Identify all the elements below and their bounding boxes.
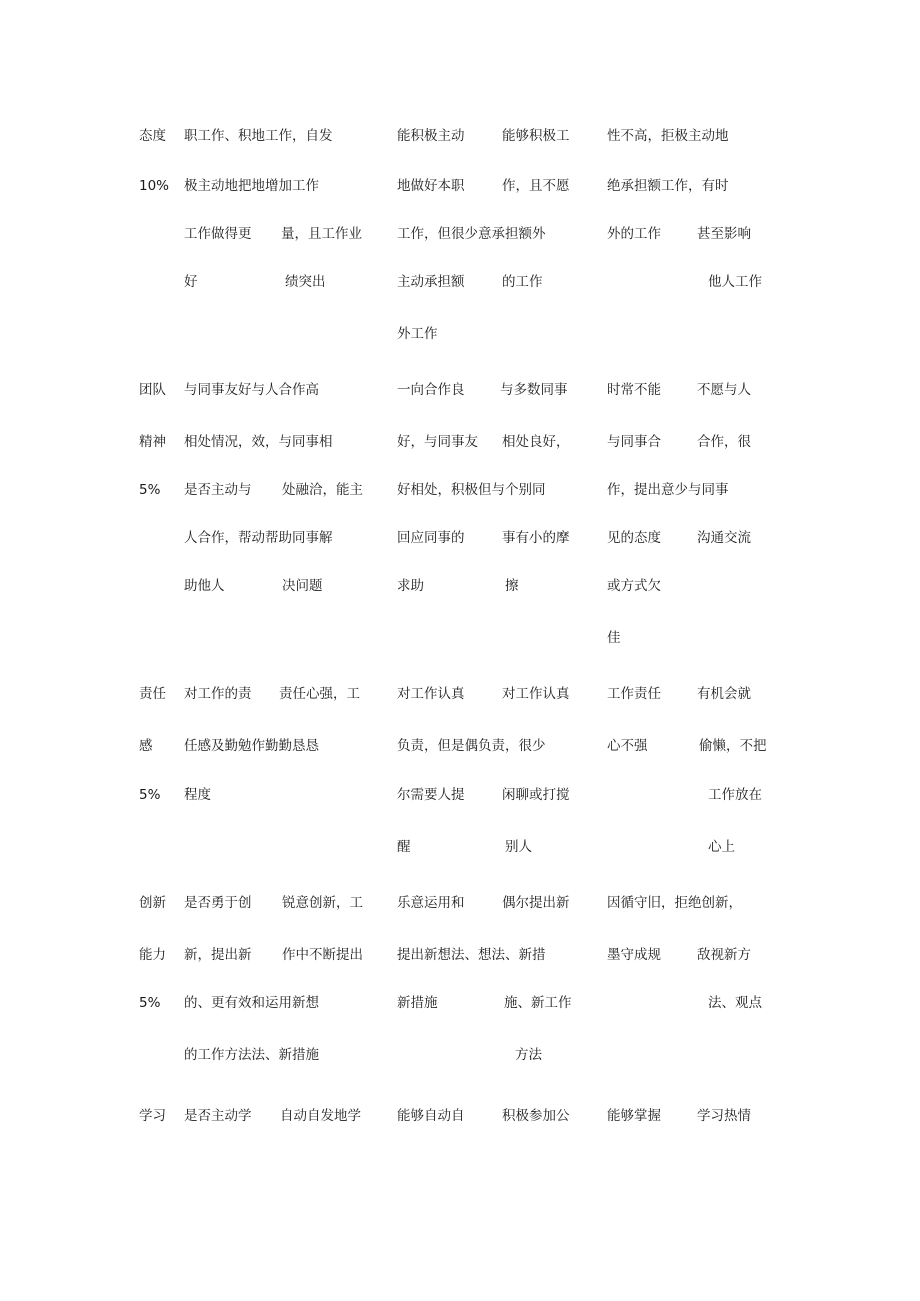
criteria-text: 事有小的摩 (502, 530, 570, 546)
criteria-text: 绝承担额工作，有时 (607, 178, 729, 194)
criteria-text: 处融洽，能主 (282, 482, 363, 498)
criteria-text: 与同事友好与人合作高 (184, 382, 319, 398)
criteria-text: 一向合作良 (397, 382, 465, 398)
criteria-text: 因循守旧，拒绝创新， (607, 895, 742, 911)
criteria-text: 或方式欠 (607, 578, 661, 594)
criteria-text: 甚至影响 (697, 226, 751, 242)
criteria-text: 施、新工作 (504, 995, 572, 1011)
criteria-text: 量，且工作业 (281, 226, 362, 242)
criteria-text: 积极参加公 (502, 1108, 570, 1124)
criteria-text: 心上 (708, 839, 735, 855)
criteria-text: 能够自动自 (397, 1108, 465, 1124)
criteria-text: 是否主动与 (184, 482, 252, 498)
criteria-text: 擦 (505, 578, 519, 594)
criteria-text: 不愿与人 (697, 382, 751, 398)
criteria-text: 醒 (397, 839, 411, 855)
criteria-text: 方法 (515, 1047, 542, 1063)
criteria-text: 的、更有效和运用新想 (184, 995, 319, 1011)
criteria-text: 极主动地把地增加工作 (184, 178, 319, 194)
criteria-text: 求助 (397, 578, 424, 594)
criteria-text: 是否勇于创 (184, 895, 252, 911)
criteria-text: 程度 (184, 787, 211, 803)
criteria-text: 别人 (505, 839, 532, 855)
criteria-text: 负责，但是偶负责，很少 (397, 738, 546, 754)
criteria-text: 外的工作 (607, 226, 661, 242)
criteria-text: 工作责任 (607, 686, 661, 702)
criteria-text: 对工作认真 (502, 686, 570, 702)
criteria-text: 好相处，积极但与个别同 (397, 482, 546, 498)
criteria-text: 偷懒，不把 (699, 738, 767, 754)
row-label: 能力 (139, 947, 166, 963)
criteria-text: 自动自发地学 (280, 1108, 361, 1124)
criteria-text: 人合作，帮动帮助同事解 (184, 530, 333, 546)
criteria-text: 助他人 (184, 578, 225, 594)
criteria-text: 地做好本职 (397, 178, 465, 194)
criteria-text: 学习热情 (697, 1108, 751, 1124)
criteria-text: 合作，很 (697, 434, 751, 450)
criteria-text: 主动承担额 (397, 274, 465, 290)
criteria-text: 锐意创新，工 (282, 895, 363, 911)
criteria-text: 决问题 (282, 578, 323, 594)
criteria-text: 提出新想法、想法、新措 (397, 947, 546, 963)
row-label: 学习 (139, 1108, 166, 1124)
row-label: 责任 (139, 686, 166, 702)
criteria-text: 工作，但很少意承担额外 (397, 226, 546, 242)
criteria-text: 相处良好， (502, 434, 570, 450)
criteria-text: 的工作 (502, 274, 543, 290)
criteria-text: 沟通交流 (697, 530, 751, 546)
criteria-text: 工作做得更 (184, 226, 252, 242)
row-weight: 5% (139, 995, 161, 1011)
criteria-text: 对工作认真 (397, 686, 465, 702)
criteria-text: 尔需要人提 (397, 787, 465, 803)
row-label: 精神 (139, 434, 166, 450)
criteria-text: 新，提出新 (184, 947, 252, 963)
criteria-text: 作，提出意少与同事 (607, 482, 729, 498)
criteria-text: 偶尔提出新 (502, 895, 570, 911)
criteria-text: 能够积极工 (502, 128, 570, 144)
criteria-text: 能积极主动 (397, 128, 465, 144)
criteria-text: 责任心强，工 (279, 686, 360, 702)
criteria-text: 作，且不愿 (502, 178, 570, 194)
criteria-text: 任感及勤勉作勤勤恳恳 (184, 738, 319, 754)
row-weight: 5% (139, 482, 161, 498)
criteria-text: 闲聊或打搅 (502, 787, 570, 803)
criteria-text: 与多数同事 (500, 382, 568, 398)
criteria-text: 外工作 (397, 326, 438, 342)
criteria-text: 墨守成规 (607, 947, 661, 963)
criteria-text: 时常不能 (607, 382, 661, 398)
row-label: 创新 (139, 895, 166, 911)
criteria-text: 能够掌握 (607, 1108, 661, 1124)
criteria-text: 好 (184, 274, 198, 290)
criteria-text: 是否主动学 (184, 1108, 252, 1124)
criteria-text: 见的态度 (607, 530, 661, 546)
criteria-text: 法、观点 (708, 995, 762, 1011)
criteria-text: 好，与同事友 (397, 434, 478, 450)
row-label: 态度 (139, 128, 166, 144)
criteria-text: 的工作方法法、新措施 (184, 1047, 319, 1063)
criteria-text: 作中不断提出 (282, 947, 363, 963)
row-label: 感 (139, 738, 153, 754)
criteria-text: 心不强 (607, 738, 648, 754)
row-weight: 5% (139, 787, 161, 803)
criteria-text: 工作放在 (708, 787, 762, 803)
criteria-text: 有机会就 (697, 686, 751, 702)
criteria-text: 相处情况，效，与同事相 (184, 434, 333, 450)
criteria-text: 乐意运用和 (397, 895, 465, 911)
criteria-text: 绩突出 (285, 274, 326, 290)
criteria-text: 佳 (607, 630, 621, 646)
criteria-text: 性不高，拒极主动地 (607, 128, 729, 144)
criteria-text: 回应同事的 (397, 530, 465, 546)
criteria-text: 职工作、积地工作，自发 (184, 128, 333, 144)
criteria-text: 对工作的责 (184, 686, 252, 702)
criteria-text: 他人工作 (708, 274, 762, 290)
row-label: 团队 (139, 382, 166, 398)
criteria-text: 与同事合 (607, 434, 661, 450)
criteria-text: 新措施 (397, 995, 438, 1011)
criteria-text: 敌视新方 (697, 947, 751, 963)
row-weight: 10% (139, 178, 170, 194)
